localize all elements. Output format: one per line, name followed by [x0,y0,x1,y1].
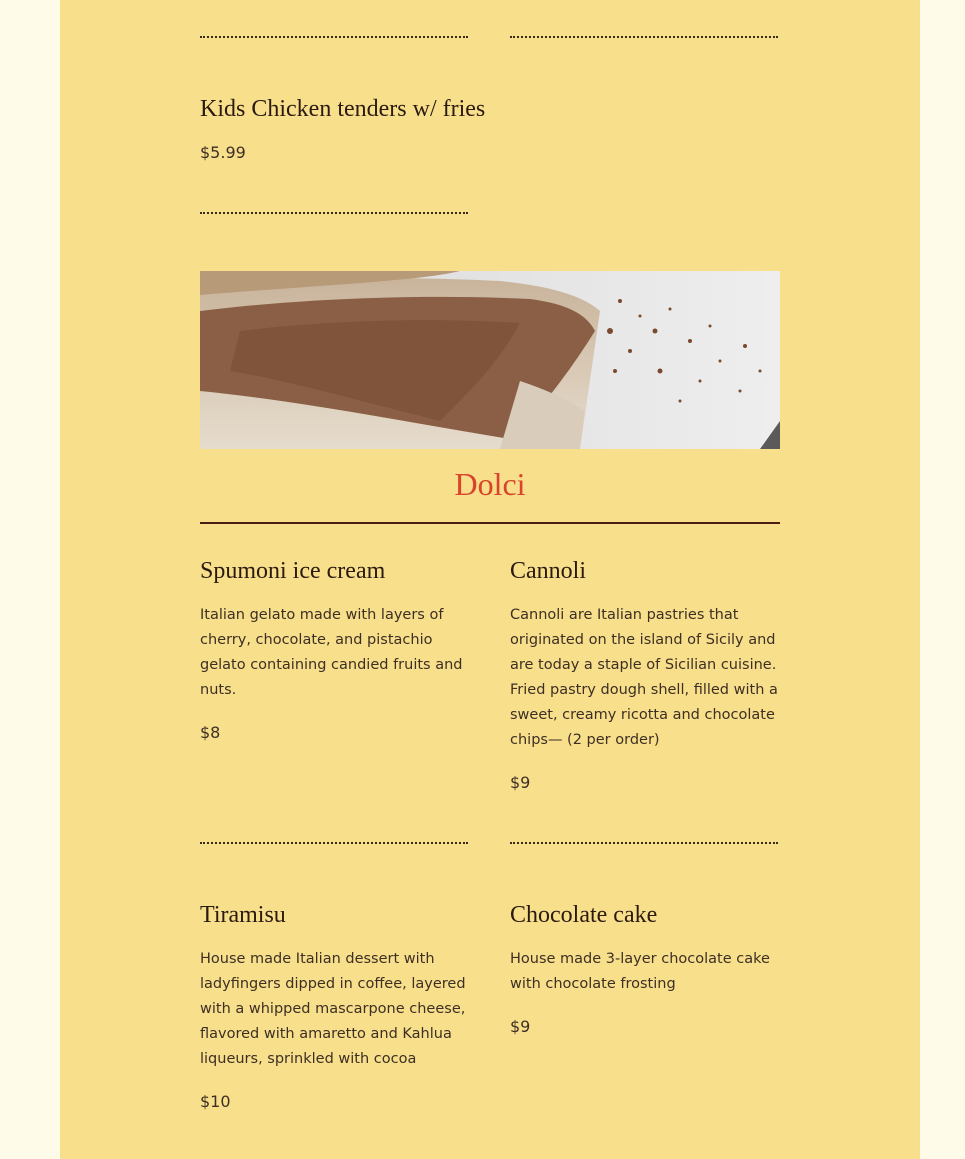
menu-item-description: House made Italian dessert with ladyfingers dipped in coffee, layered with a whipped mascarpone cheese, flavored with amaretto and Kahlua liqueurs, sprinkled with cocoa [200,951,466,1067]
dotted-divider [510,842,778,844]
menu-item-description: House made 3-layer chocolate cake with chocolate frosting [510,951,770,992]
menu-item-description: Italian gelato made with layers of cherry, chocolate, and pistachio gelato containing candied fruits and nuts. [200,607,463,698]
menu-item-price: $8 [200,723,221,742]
menu-item-name: Cannoli [510,558,586,584]
dotted-divider [200,212,468,214]
menu-item-price: $9 [510,773,531,792]
menu-item-description: Cannoli are Italian pastries that originated on the island of Sicily and are today a staple of Sicilian cuisine. Fried pastry dough shell, filled with a sweet, creamy ricotta and chocolate chips— (2 per order) [510,607,778,748]
dotted-divider [200,36,468,38]
section-title: Dolci [454,466,526,502]
menu-item-name: Spumoni ice cream [200,558,386,584]
menu-item-name: Kids Chicken tenders w/ fries [200,96,486,122]
menu-item-name: Tiramisu [200,902,286,928]
tiramisu-photo [200,271,780,449]
section-rule [200,522,780,524]
menu-item-price: $9 [510,1017,531,1036]
menu-item-price: $5.99 [200,143,246,162]
dotted-divider [200,842,468,844]
menu-item-price: $10 [200,1092,231,1111]
tiramisu-photo-icon [200,271,780,449]
menu-panel [60,0,920,1159]
menu-item-name: Chocolate cake [510,902,658,928]
dotted-divider [510,36,778,38]
